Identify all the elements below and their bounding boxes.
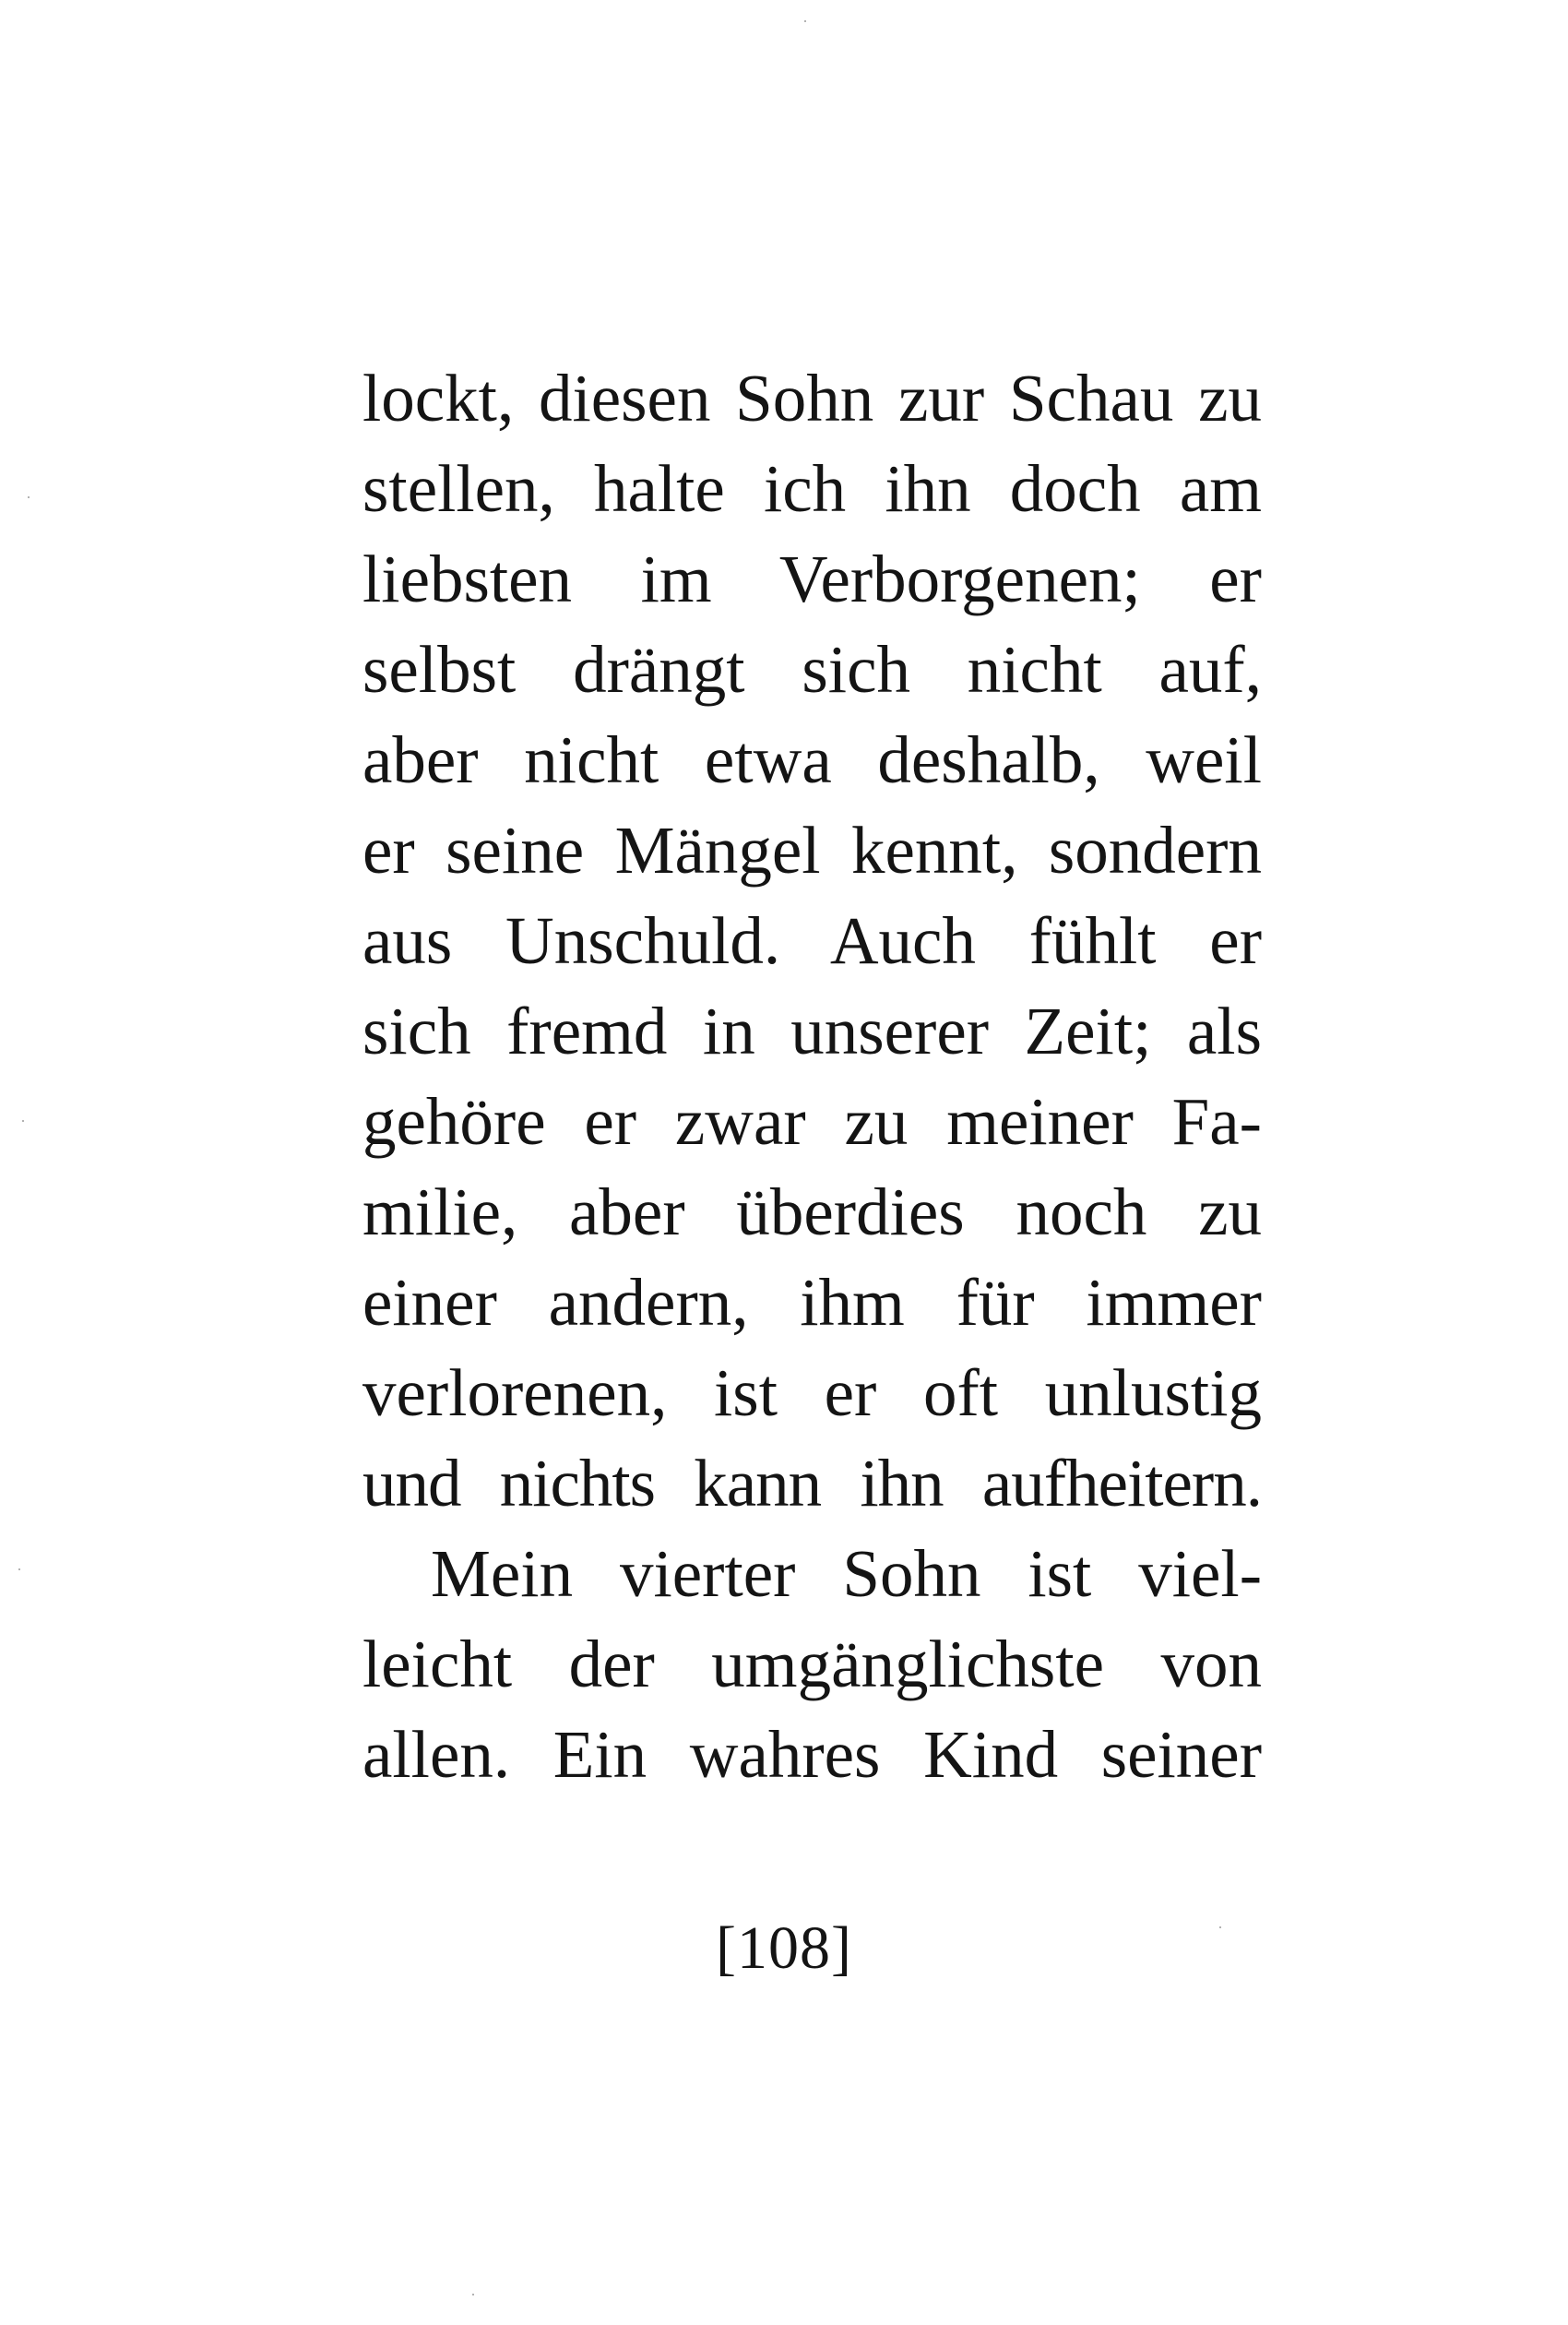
text-line: aber nicht etwa deshalb, weil bbox=[362, 722, 1262, 797]
text-line: einer andern, ihm für immer bbox=[362, 1265, 1262, 1340]
paper-speck bbox=[472, 2294, 474, 2295]
paper-speck bbox=[22, 1120, 24, 1122]
text-line: und nichts kann ihn aufheitern. bbox=[362, 1446, 1262, 1520]
text-line: liebsten im Verborgenen; er bbox=[362, 542, 1262, 616]
paragraph-2 bbox=[362, 1529, 1262, 1800]
text-line: allen. Ein wahres Kind seiner bbox=[362, 1717, 1262, 1792]
text-line: verlorenen, ist er oft unlustig bbox=[362, 1355, 1262, 1430]
paper-speck bbox=[18, 1568, 20, 1570]
text-line: aus Unschuld. Auch fühlt er bbox=[362, 903, 1262, 978]
text-line: selbst drängt sich nicht auf, bbox=[362, 632, 1262, 707]
text-line: sich fremd in unserer Zeit; als bbox=[362, 994, 1262, 1068]
paragraph-1 bbox=[362, 353, 1262, 1529]
text-line: milie, aber überdies noch zu bbox=[362, 1174, 1262, 1249]
text-line: stellen, halte ich ihn doch am bbox=[362, 451, 1262, 526]
text-line: leicht der umgänglichste von bbox=[362, 1627, 1262, 1701]
text-line: Mein vierter Sohn ist viel- bbox=[431, 1536, 1262, 1611]
paper-speck bbox=[804, 20, 806, 22]
text-line: lockt, diesen Sohn zur Schau zu bbox=[362, 361, 1262, 435]
body-text bbox=[362, 353, 1262, 1800]
page-number: [108] bbox=[716, 1914, 852, 1982]
text-line: gehöre er zwar zu meiner Fa- bbox=[362, 1084, 1262, 1159]
paper-speck bbox=[28, 496, 30, 498]
text-line: er seine Mängel kennt, sondern bbox=[362, 813, 1262, 888]
